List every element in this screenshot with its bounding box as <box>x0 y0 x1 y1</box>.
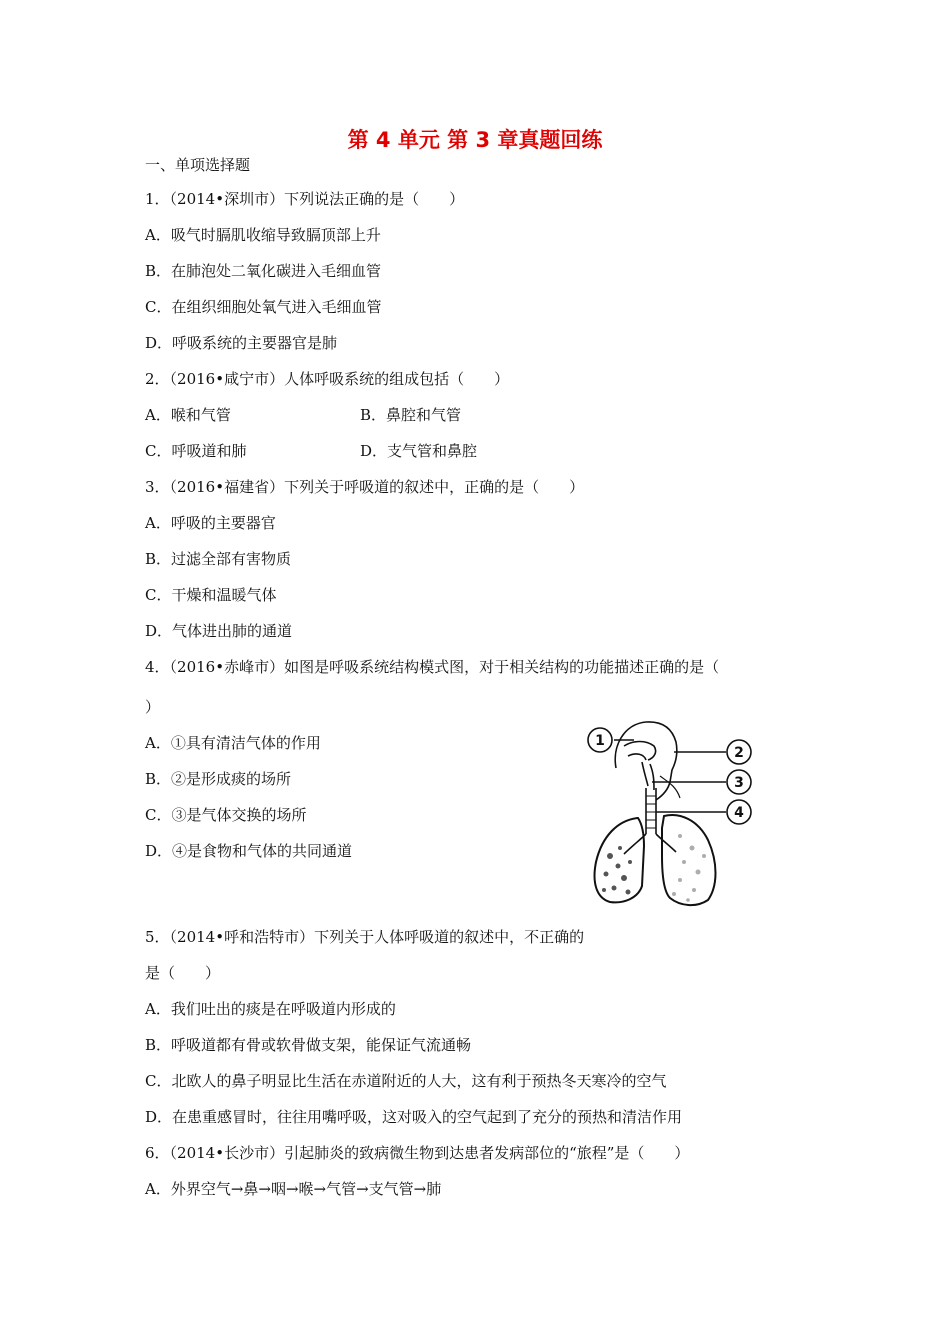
q5-stem-end: 是（ ） <box>145 964 221 982</box>
q4-option-c: C．③是气体交换的场所 <box>145 806 307 824</box>
q5-option-d: D．在患重感冒时，往往用嘴呼吸，这对吸入的空气起到了充分的预热和清洁作用 <box>145 1108 683 1126</box>
figure-label-4: 4 <box>734 805 744 821</box>
q2-option-d: D．支气管和鼻腔 <box>360 442 478 460</box>
figure-label-2: 2 <box>734 745 744 761</box>
q3-option-c: C．干燥和温暖气体 <box>145 586 277 604</box>
page-title: 第 4 单元 第 3 章真题回练 <box>347 128 603 152</box>
q3-stem: 3．（2016•福建省）下列关于呼吸道的叙述中，正确的是（ ） <box>145 478 585 496</box>
q4-option-d: D．④是食物和气体的共同通道 <box>145 842 353 860</box>
figure-label-1: 1 <box>595 733 605 749</box>
q4-stem: 4．（2016•赤峰市）如图是呼吸系统结构模式图，对于相关结构的功能描述正确的是（ <box>145 658 720 676</box>
q6-stem: 6．（2014•长沙市）引起肺炎的致病微生物到达患者发病部位的“旅程”是（ ） <box>145 1144 690 1162</box>
q4-option-b: B．②是形成痰的场所 <box>145 770 292 788</box>
q5-option-b: B．呼吸道都有骨或软骨做支架，能保证气流通畅 <box>145 1036 472 1054</box>
respiratory-system-figure <box>584 716 756 908</box>
q4-stem-end: ） <box>145 698 161 716</box>
q2-option-c: C．呼吸道和肺 <box>145 442 247 460</box>
q2-option-b: B．鼻腔和气管 <box>360 406 462 424</box>
q4-option-a: A．①具有清洁气体的作用 <box>145 734 321 752</box>
q3-option-d: D．气体进出肺的通道 <box>145 622 293 640</box>
figure-label-3: 3 <box>734 775 744 791</box>
q3-option-b: B．过滤全部有害物质 <box>145 550 292 568</box>
q5-option-c: C．北欧人的鼻子明显比生活在赤道附近的人大，这有利于预热冬天寒冷的空气 <box>145 1072 667 1090</box>
q1-stem: 1．（2014•深圳市）下列说法正确的是（ ） <box>145 190 465 208</box>
q6-option-a: A．外界空气→鼻→咽→喉→气管→支气管→肺 <box>145 1180 442 1198</box>
q5-option-a: A．我们吐出的痰是在呼吸道内形成的 <box>145 1000 396 1018</box>
q2-stem: 2．（2016•咸宁市）人体呼吸系统的组成包括（ ） <box>145 370 510 388</box>
q1-option-b: B．在肺泡处二氧化碳进入毛细血管 <box>145 262 382 280</box>
q2-option-a: A．喉和气管 <box>145 406 231 424</box>
q1-option-d: D．呼吸系统的主要器官是肺 <box>145 334 338 352</box>
q5-stem: 5．（2014•呼和浩特市）下列关于人体呼吸道的叙述中，不正确的 <box>145 928 585 946</box>
section-heading: 一、单项选择题 <box>145 156 251 174</box>
q1-option-c: C．在组织细胞处氧气进入毛细血管 <box>145 298 382 316</box>
q1-option-a: A．吸气时膈肌收缩导致膈顶部上升 <box>145 226 381 244</box>
q3-option-a: A．呼吸的主要器官 <box>145 514 276 532</box>
